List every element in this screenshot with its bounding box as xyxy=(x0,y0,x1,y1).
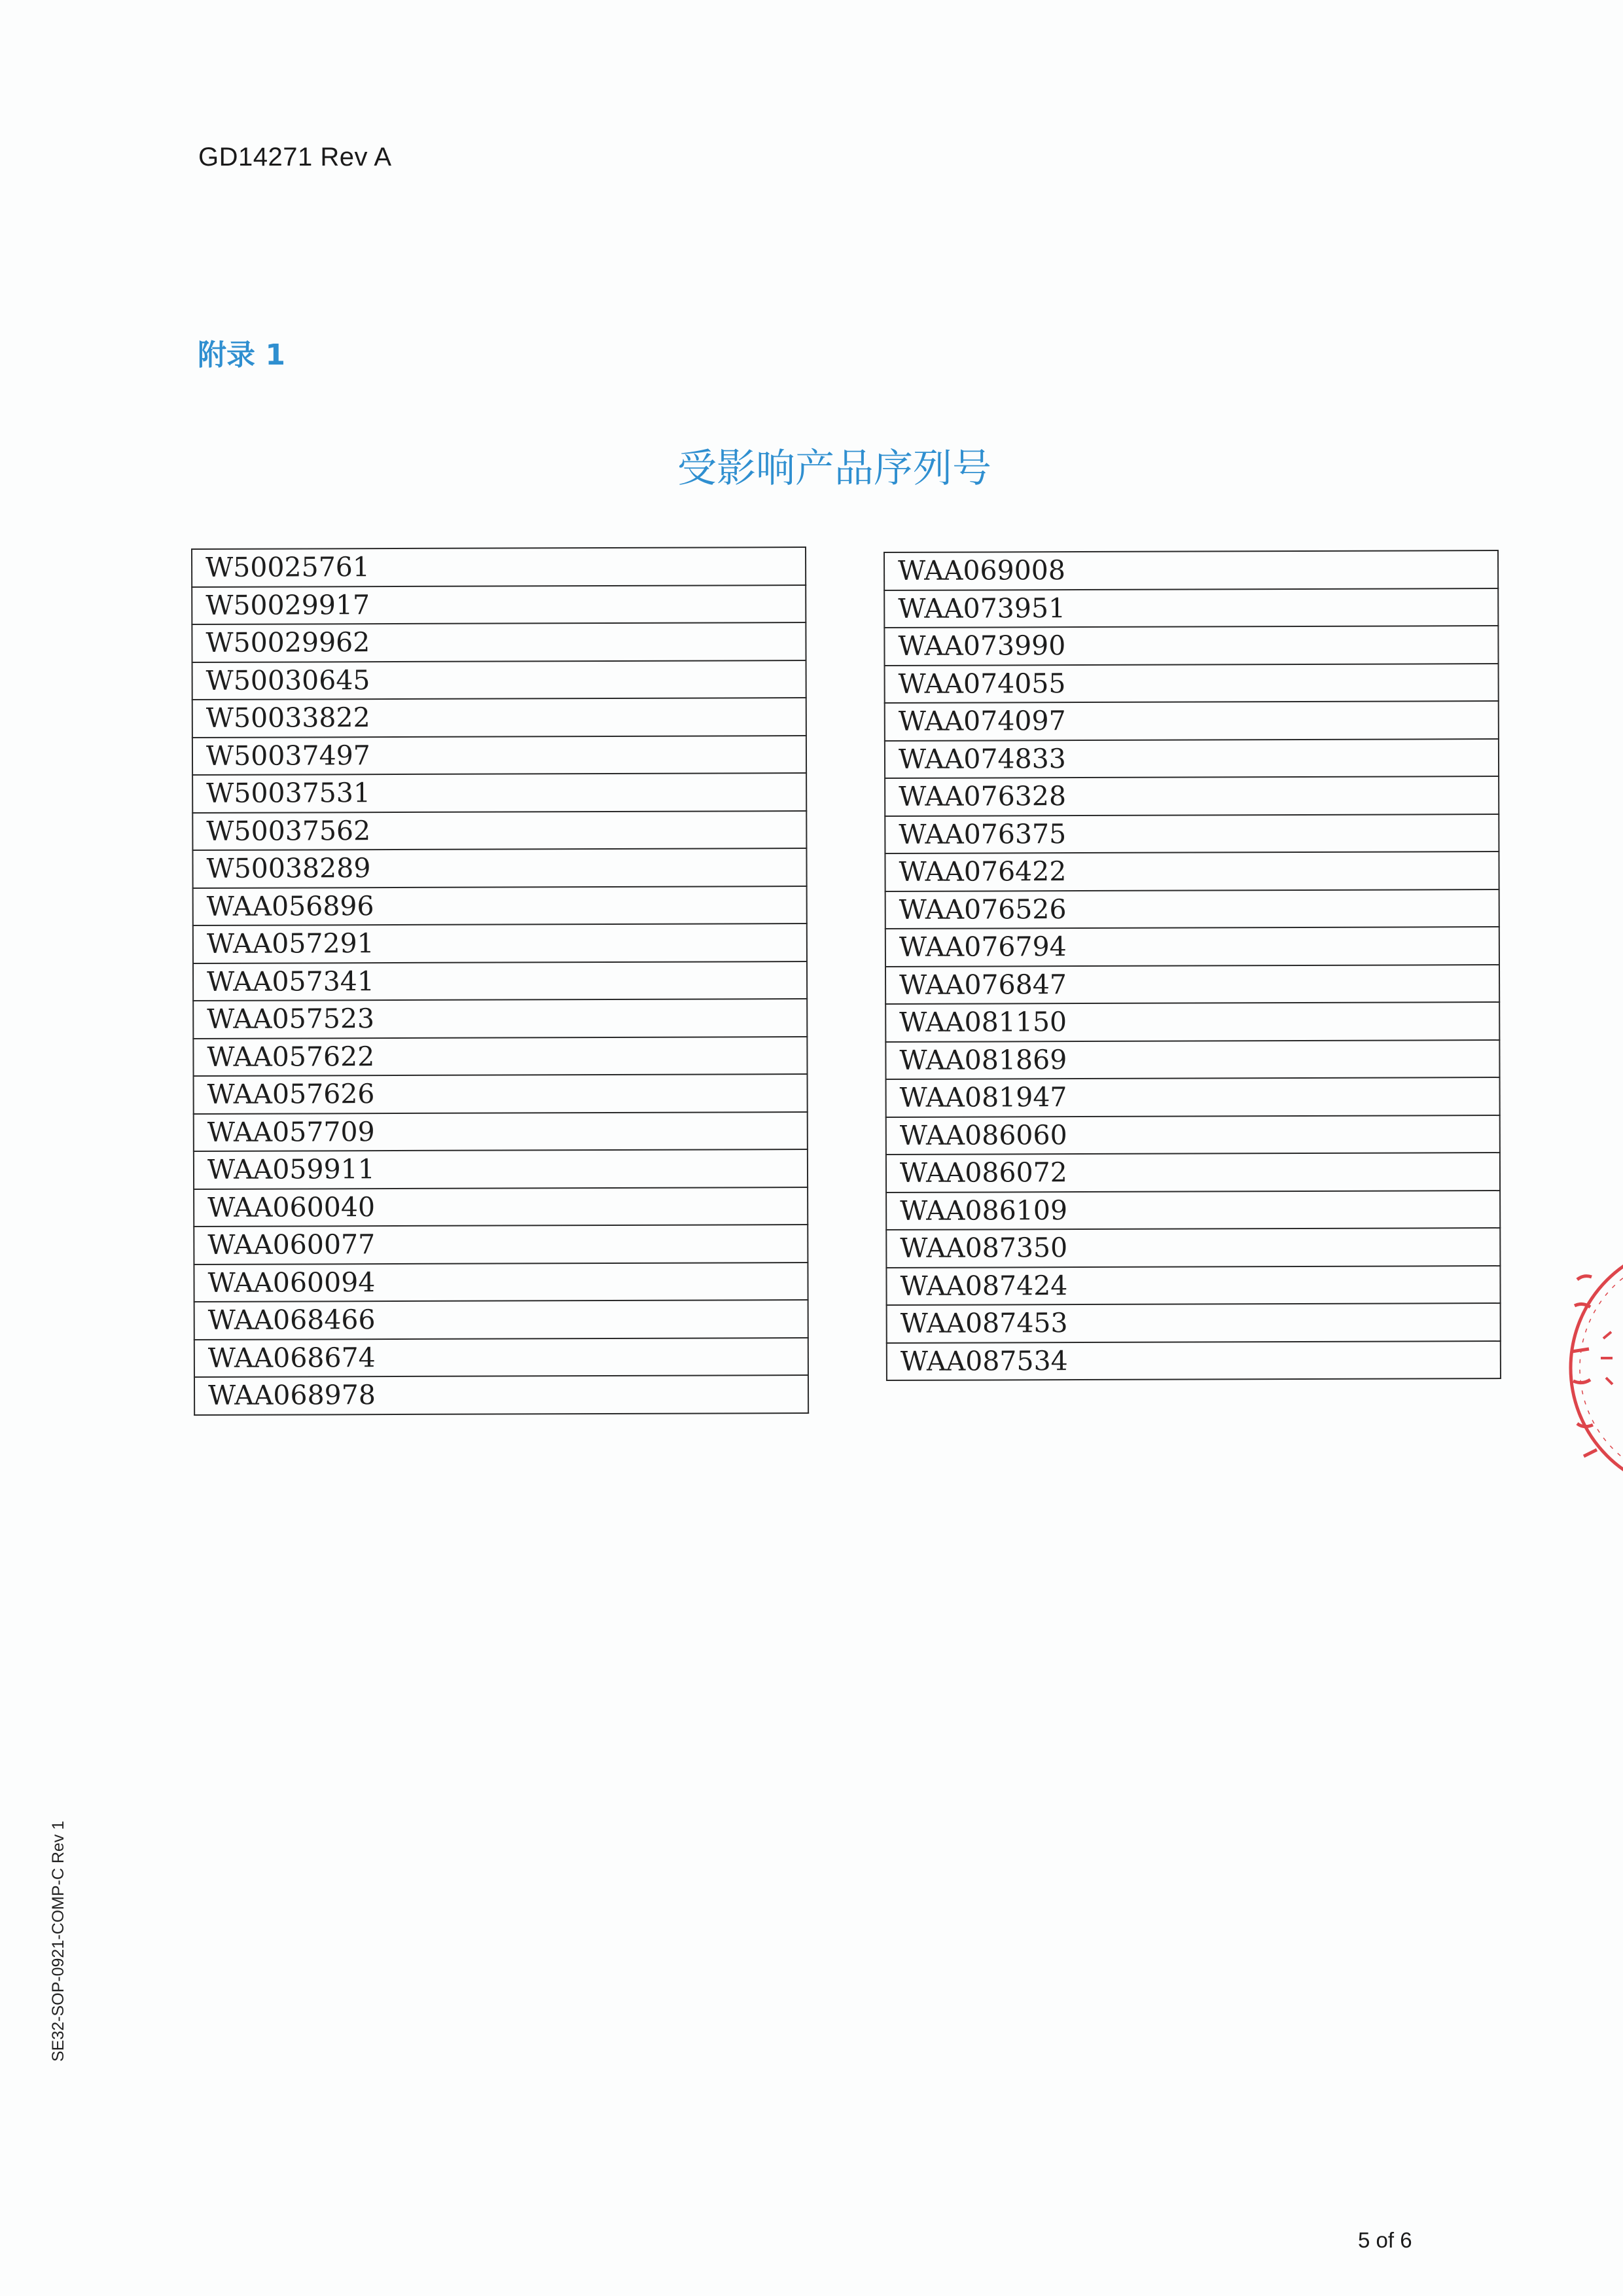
serial-number-cell: WAA060094 xyxy=(194,1263,808,1302)
serial-number-cell: WAA081947 xyxy=(886,1077,1500,1117)
table-row xyxy=(194,1300,808,1339)
table-row xyxy=(887,1303,1501,1342)
serial-number-cell: W50038289 xyxy=(192,848,806,888)
serial-number-cell: WAA057341 xyxy=(193,961,807,1001)
table-row xyxy=(192,547,806,586)
serial-number-cell: W50033822 xyxy=(192,698,806,737)
table-row xyxy=(193,1037,807,1076)
seal-graphic xyxy=(1558,1227,1623,1509)
serial-table-left xyxy=(191,547,809,1415)
serial-number-cell: WAA068674 xyxy=(194,1338,808,1377)
company-seal-stamp xyxy=(1558,1227,1623,1509)
table-row xyxy=(194,1263,808,1302)
serial-number-cell: WAA086109 xyxy=(886,1191,1500,1230)
table-row xyxy=(194,1338,808,1377)
table-row xyxy=(192,848,806,888)
table-row xyxy=(885,664,1499,703)
table-row xyxy=(192,736,806,775)
table-row xyxy=(192,698,806,737)
table-row xyxy=(884,626,1498,665)
page-number: 5 of 6 xyxy=(1358,2228,1412,2252)
serial-number-cell: WAA076847 xyxy=(885,965,1499,1004)
serial-number-cell: WAA060077 xyxy=(194,1225,808,1264)
serial-number-cell: WAA086072 xyxy=(886,1153,1500,1192)
table-row xyxy=(886,1077,1500,1117)
table-row xyxy=(884,588,1498,628)
table-row xyxy=(886,1191,1500,1230)
serial-number-cell: WAA057291 xyxy=(193,924,807,963)
serial-table-left-body xyxy=(192,547,808,1414)
table-row xyxy=(885,814,1499,853)
serial-number-cell: WAA087453 xyxy=(887,1303,1501,1342)
table-row xyxy=(885,927,1499,966)
serial-number-cell: WAA087534 xyxy=(887,1341,1501,1380)
table-title: 受影响产品序列号 xyxy=(677,446,991,492)
serial-number-cell: WAA076794 xyxy=(885,927,1499,966)
serial-number-cell: WAA081150 xyxy=(885,1002,1499,1041)
table-row xyxy=(886,1115,1500,1155)
serial-number-cell: W50029962 xyxy=(192,622,806,662)
table-row xyxy=(887,1341,1501,1380)
table-row xyxy=(885,852,1499,891)
serial-number-cell: W50037497 xyxy=(192,736,806,775)
serial-number-cell: W50030645 xyxy=(192,660,806,700)
serial-table-right-body xyxy=(884,550,1501,1380)
table-row xyxy=(885,701,1499,740)
table-row xyxy=(193,924,807,963)
table-row xyxy=(884,550,1498,590)
serial-number-cell: WAA087424 xyxy=(886,1266,1500,1305)
serial-number-cell: WAA068978 xyxy=(194,1375,808,1414)
serial-number-cell: W50025761 xyxy=(192,547,806,586)
serial-number-cell: WAA086060 xyxy=(886,1115,1500,1155)
serial-number-cell: WAA057709 xyxy=(194,1112,808,1151)
table-row xyxy=(192,660,806,700)
table-row xyxy=(885,776,1499,816)
table-row xyxy=(193,961,807,1001)
serial-number-cell: WAA060040 xyxy=(194,1187,808,1227)
serial-number-cell: WAA087350 xyxy=(886,1228,1500,1267)
table-row xyxy=(194,1375,808,1414)
table-row xyxy=(194,1149,808,1189)
serial-number-cell: W50037531 xyxy=(192,773,806,812)
table-row xyxy=(886,1153,1500,1192)
serial-number-cell: W50029917 xyxy=(192,585,806,624)
table-row xyxy=(193,886,807,925)
table-row xyxy=(192,773,806,812)
serial-number-cell: WAA073990 xyxy=(884,626,1498,665)
serial-number-cell: WAA076328 xyxy=(885,776,1499,816)
table-row xyxy=(194,1225,808,1264)
serial-number-cell: WAA056896 xyxy=(193,886,807,925)
table-row xyxy=(192,585,806,624)
table-row xyxy=(194,1187,808,1227)
serial-number-cell: WAA074097 xyxy=(885,701,1499,740)
serial-number-cell: WAA057622 xyxy=(193,1037,807,1076)
appendix-heading: 附录 1 xyxy=(198,338,285,372)
serial-number-cell: WAA076526 xyxy=(885,889,1499,929)
serial-number-cell: WAA081869 xyxy=(885,1040,1499,1079)
table-row xyxy=(886,1228,1500,1267)
serial-number-cell: WAA068466 xyxy=(194,1300,808,1339)
serial-number-cell: WAA057626 xyxy=(194,1074,808,1113)
table-row xyxy=(885,739,1499,778)
table-row xyxy=(885,1002,1499,1041)
table-row xyxy=(886,1266,1500,1305)
serial-table-right xyxy=(883,550,1501,1381)
serial-number-cell: WAA069008 xyxy=(884,550,1498,590)
table-row xyxy=(885,1040,1499,1079)
serial-number-cell: W50037562 xyxy=(192,811,806,850)
serial-number-cell: WAA076375 xyxy=(885,814,1499,853)
serial-number-cell: WAA057523 xyxy=(193,999,807,1038)
table-row xyxy=(194,1112,808,1151)
table-row xyxy=(193,999,807,1038)
serial-number-cell: WAA073951 xyxy=(884,588,1498,628)
serial-number-cell: WAA076422 xyxy=(885,852,1499,891)
document-reference: GD14271 Rev A xyxy=(198,143,392,171)
serial-number-cell: WAA059911 xyxy=(194,1149,808,1189)
table-row xyxy=(194,1074,808,1113)
table-row xyxy=(192,811,806,850)
side-document-code: SE32-SOP-0921-COMP-C Rev 1 xyxy=(49,1820,67,2062)
table-row xyxy=(192,622,806,662)
table-row xyxy=(885,965,1499,1004)
table-row xyxy=(885,889,1499,929)
serial-number-cell: WAA074833 xyxy=(885,739,1499,778)
serial-number-cell: WAA074055 xyxy=(885,664,1499,703)
